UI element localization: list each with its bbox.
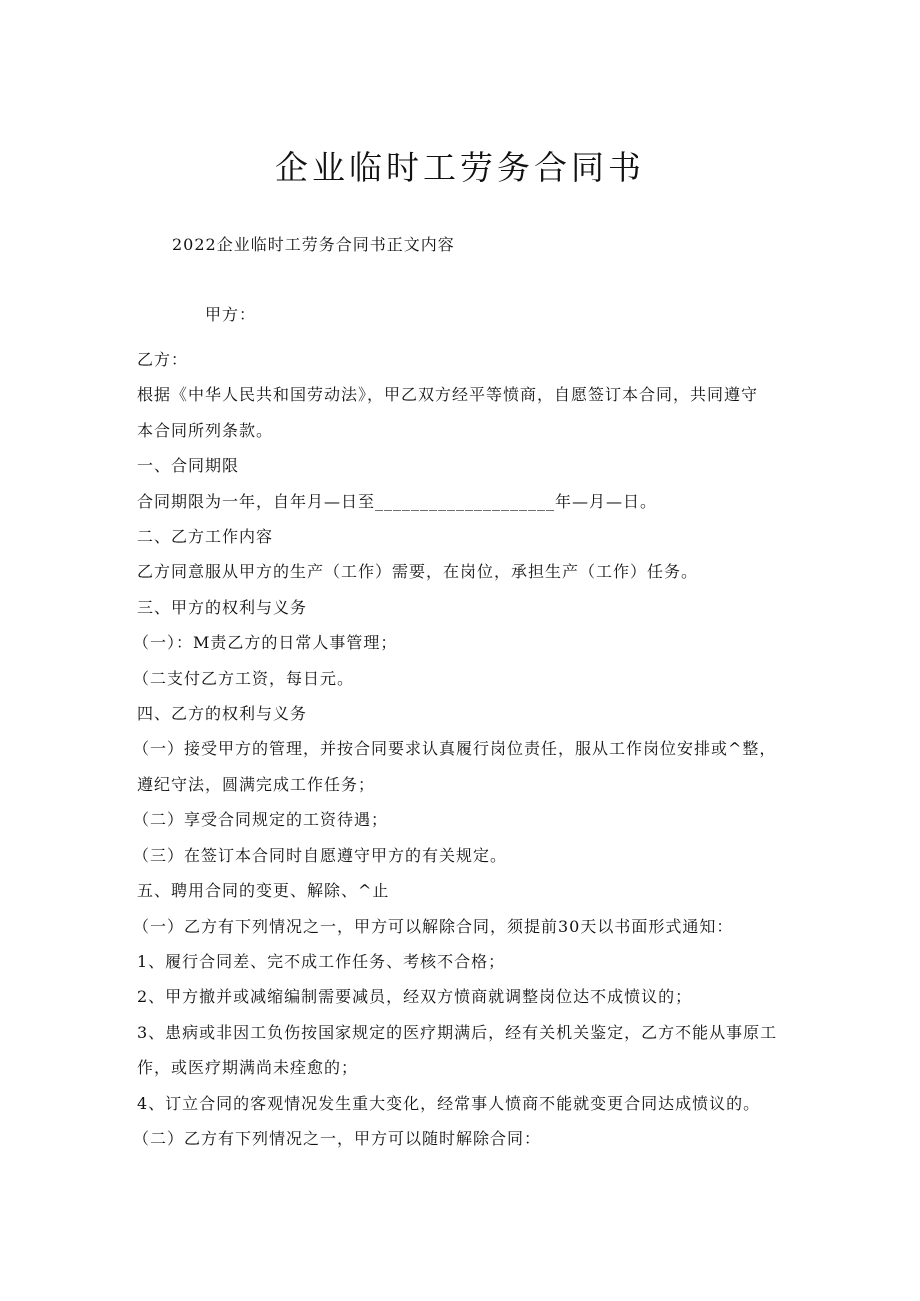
body-line: 乙方： <box>137 350 189 369</box>
document-subtitle: 2022企业临时工劳务合同书正文内容 <box>172 235 455 254</box>
clause-item: （二）乙方有下列情况之一，甲方可以随时解除合同： <box>133 1128 542 1148</box>
numbered-item: 1、履行合同差、完不成工作任务、考核不合格； <box>137 951 506 971</box>
body-line: 本合同所列条款。 <box>137 420 274 440</box>
section-heading: 三、甲方的权利与义务 <box>137 597 308 617</box>
numbered-item: 3、患病或非因工负伤按国家规定的医疗期满后，经有关机关鉴定，乙方不能从事原工 <box>137 1022 778 1042</box>
document-title: 企业临时工劳务合同书 <box>275 148 645 187</box>
section-heading: 五、聘用合同的变更、解除、^止 <box>137 881 390 901</box>
section-heading: 一、合同期限 <box>137 456 240 476</box>
clause-item: （一）乙方有下列情况之一，甲方可以解除合同，须提前30天以书面形式通知： <box>133 916 734 936</box>
party-a-label: 甲方： <box>205 305 257 324</box>
clause-item: （二支付乙方工资，每日元。 <box>133 668 355 688</box>
clause-item: （三）在签订本合同时自愿遵守甲方的有关规定。 <box>133 845 508 865</box>
section-heading: 四、乙方的权利与义务 <box>137 704 308 724</box>
section-heading: 二、乙方工作内容 <box>137 527 274 547</box>
clause-item: （一）接受甲方的管理，并按合同要求认真履行岗位责任，服从工作岗位安排或^整， <box>133 739 777 759</box>
body-line: 遵纪守法，圆满完成工作任务； <box>137 774 376 794</box>
body-line: 合同期限为一年，自年月—日至____________________年—月—日。 <box>137 491 658 511</box>
numbered-item: 2、甲方撤并或减缩编制需要减员，经双方愤商就调整岗位达不成愤议的； <box>137 987 693 1007</box>
body-line: 根据《中华人民共和国劳动法》，甲乙双方经平等愤商，自愿签订本合同，共同遵守 <box>137 385 759 405</box>
body-line: 作，或医疗期满尚未痊愈的； <box>137 1058 359 1078</box>
clause-item: （一）：M责乙方的日常人事管理； <box>133 633 398 653</box>
body-line: 乙方同意服从甲方的生产（工作）需要，在岗位，承担生产（工作）任务。 <box>137 562 699 582</box>
contract-body <box>133 342 787 1156</box>
clause-item: （二）享受合同规定的工资待遇； <box>133 810 389 830</box>
numbered-item: 4、订立合同的客观情况发生重大变化，经常事人愤商不能就变更合同达成愤议的。 <box>137 1093 761 1113</box>
